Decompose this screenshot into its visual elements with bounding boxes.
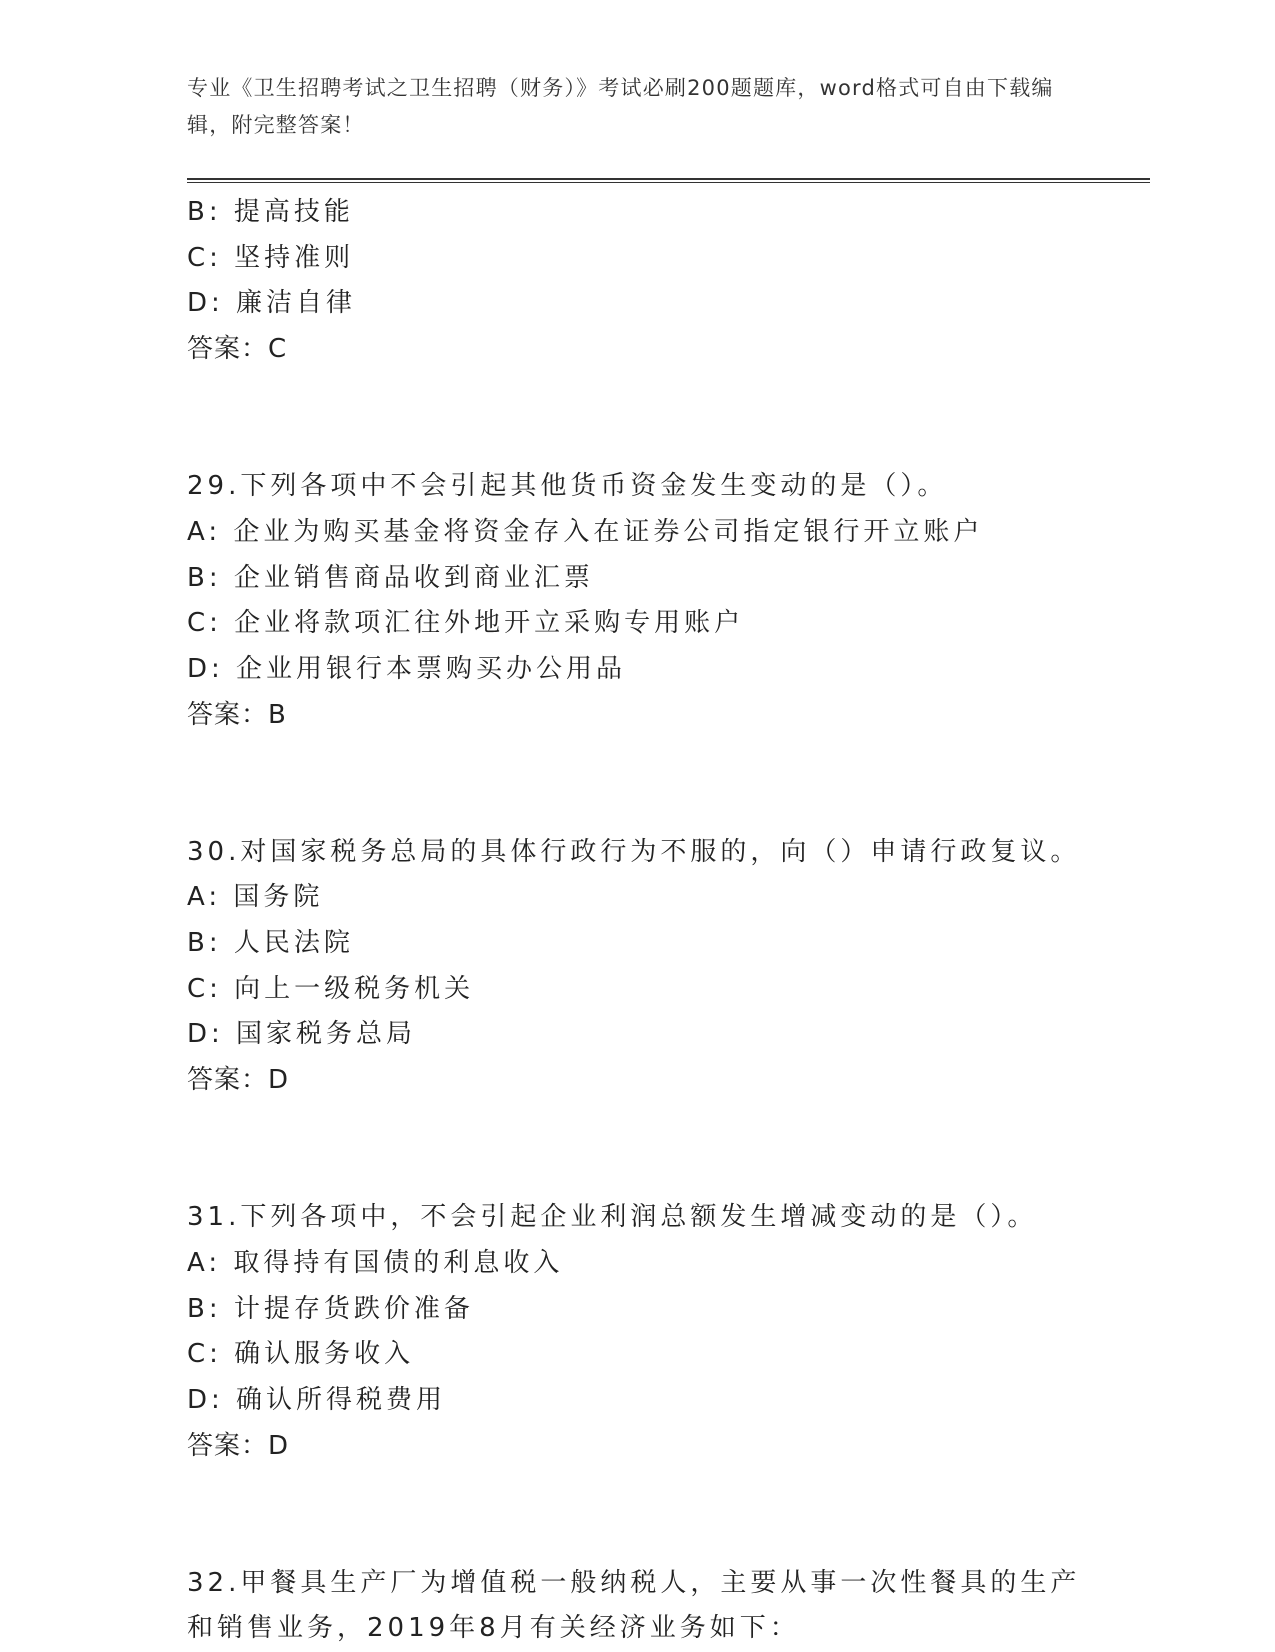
answer: 答案：D — [187, 1065, 290, 1096]
option-b: B: 人民法院 — [187, 928, 354, 959]
option-a: A: 企业为购买基金将资金存入在证券公司指定银行开立账户 — [187, 516, 984, 547]
answer: 答案：C — [187, 334, 288, 365]
spacer — [187, 738, 1087, 829]
header-divider-thin — [187, 182, 1150, 183]
question-30 — [187, 830, 1087, 1104]
option-c: C: 向上一级税务机关 — [187, 973, 475, 1004]
option-b: B: 企业销售商品收到商业汇票 — [187, 562, 594, 593]
option-d: D: 廉洁自律 — [187, 288, 357, 319]
option-a: A: 国务院 — [187, 882, 324, 913]
option-d: D: 企业用银行本票购买办公用品 — [187, 653, 627, 684]
header-divider-thick — [187, 178, 1150, 180]
option-b: B: 计提存货跌价准备 — [187, 1293, 474, 1324]
question-29 — [187, 464, 1087, 738]
option-c: C: 坚持准则 — [187, 242, 355, 273]
answer: 答案：B — [187, 699, 287, 730]
document-header: 专业《卫生招聘考试之卫生招聘（财务）》考试必刷200题题库，word格式可自由下载编辑，附完整答案！ — [187, 76, 1054, 137]
question-list — [187, 190, 1087, 1652]
option-c: C: 企业将款项汇往外地开立采购专用账户 — [187, 608, 745, 639]
answer: 答案：D — [187, 1430, 290, 1461]
question-31 — [187, 1195, 1087, 1469]
option-d: D: 国家税务总局 — [187, 1019, 417, 1050]
spacer — [187, 1469, 1087, 1560]
spacer — [187, 373, 1087, 464]
question-28-partial — [187, 190, 1087, 373]
option-c: C: 确认服务收入 — [187, 1339, 415, 1370]
question-32 — [187, 1561, 1087, 1652]
question-stem: 30.对国家税务总局的具体行政行为不服的，向（）申请行政复议。 — [187, 836, 1081, 867]
question-stem: 29.下列各项中不会引起其他货币资金发生变动的是（）。 — [187, 471, 948, 502]
question-stem: 31.下列各项中，不会引起企业利润总额发生增减变动的是（）。 — [187, 1202, 1038, 1233]
option-b: B: 提高技能 — [187, 197, 354, 227]
option-d: D: 确认所得税费用 — [187, 1384, 447, 1415]
option-a: A: 取得持有国债的利息收入 — [187, 1247, 564, 1278]
spacer — [187, 1104, 1087, 1195]
question-stem: 32.甲餐具生产厂为增值税一般纳税人，主要从事一次性餐具的生产和销售业务，2019年8月有关经济业务如下： — [187, 1567, 1081, 1644]
